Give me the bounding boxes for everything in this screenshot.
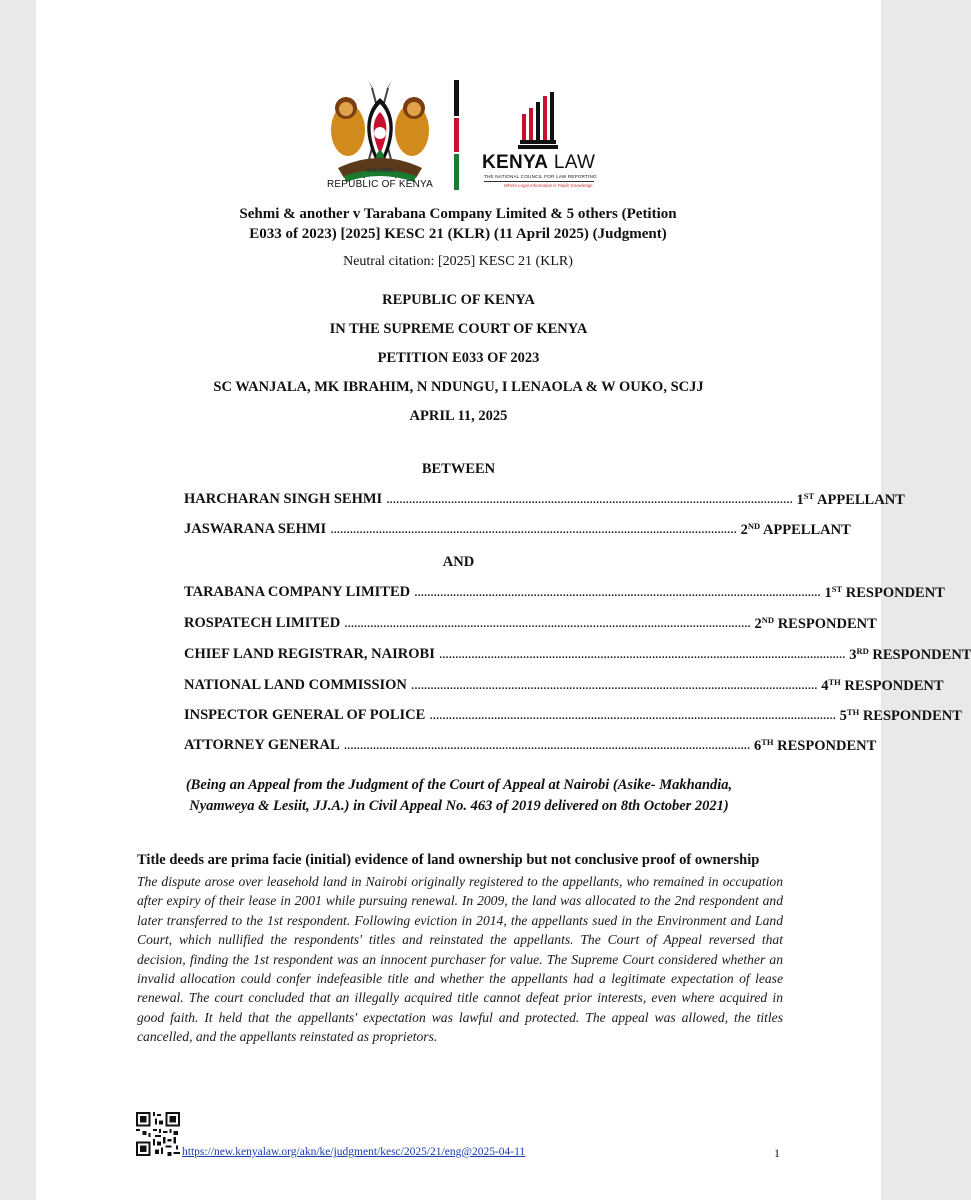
- party-role: 6TH RESPONDENT: [754, 737, 877, 754]
- coat-motto: HARAMBEE: [365, 168, 395, 174]
- court-name: IN THE SUPREME COURT OF KENYA: [329, 321, 588, 337]
- judges-line: SC WANJALA, MK IBRAHIM, N NDUNGU, I LENAOLA & W OUKO, SCJJ: [213, 379, 704, 395]
- document-page: [36, 0, 971, 1200]
- petition-number: PETITION E033 OF 2023: [377, 350, 540, 366]
- party-row: [184, 521, 851, 539]
- party-row: [184, 677, 944, 695]
- leader-dots: ..............................................................................................................................: [414, 584, 821, 600]
- qr-code-icon: [136, 1112, 180, 1156]
- party-role: 2ND APPELLANT: [740, 521, 851, 538]
- summary-heading: Title deeds are prima facie (initial) evidence of land ownership but not conclusive proof of ownership: [137, 852, 760, 868]
- leader-dots: ..............................................................................................................................: [438, 646, 846, 662]
- kenya-law-subtitle: THE NATIONAL COUNCIL FOR LAW REPORTING: [484, 174, 597, 179]
- leader-dots: ..............................................................................................................................: [410, 677, 818, 693]
- party-row: [184, 646, 971, 664]
- case-title-line2: E033 of 2023) [2025] KESC 21 (KLR) (11 April 2025) (Judgment): [249, 226, 667, 242]
- party-name: JASWARANA SEHMI: [184, 521, 327, 537]
- leader-dots: ..............................................................................................................................: [344, 615, 751, 631]
- party-name: ROSPATECH LIMITED: [184, 615, 341, 631]
- party-name: HARCHARAN SINGH SEHMI: [184, 491, 383, 507]
- kenya-law-word2: LAW: [553, 152, 596, 173]
- party-name: INSPECTOR GENERAL OF POLICE: [184, 707, 426, 723]
- appeal-note-line1: (Being an Appeal from the Judgment of the Court of Appeal at Nairobi (Asike- Makhandia,: [185, 777, 733, 793]
- party-role: 2ND RESPONDENT: [754, 615, 877, 632]
- case-title-line1: Sehmi & another v Tarabana Company Limited & 5 others (Petition: [239, 206, 677, 222]
- kenya-law-rule: [484, 181, 594, 182]
- kenya-law-tagline: Where Legal Information is Public Knowledge: [504, 183, 593, 188]
- leader-dots: ..............................................................................................................................: [330, 521, 737, 537]
- kenya-law-wordmark: [482, 152, 595, 174]
- party-name: TARABANA COMPANY LIMITED: [184, 584, 411, 600]
- party-row: [184, 491, 905, 509]
- party-name: CHIEF LAND REGISTRAR, NAIROBI: [184, 646, 435, 662]
- between-label: BETWEEN: [421, 461, 496, 477]
- party-row: [184, 584, 945, 602]
- case-title: [216, 204, 700, 244]
- party-role: 1ST APPELLANT: [796, 491, 905, 508]
- flag-divider: [454, 80, 459, 190]
- party-name: ATTORNEY GENERAL: [184, 737, 340, 753]
- republic-heading: REPUBLIC OF KENYA: [382, 292, 535, 308]
- party-role: 3RD RESPONDENT: [849, 646, 971, 663]
- judgment-date: APRIL 11, 2025: [409, 408, 508, 424]
- party-role: 4TH RESPONDENT: [821, 677, 944, 694]
- and-label: AND: [442, 554, 475, 570]
- kenya-law-logo-icon: [518, 92, 558, 150]
- summary-body: The dispute arose over leasehold land in Nairobi originally registered to the appellants, who remained in occupation after expiry of their lease in 2001 while pursuing renewal. In 2009, the land was allocated to the 2nd respondent and later transferred to the 1st respondent. Following eviction in 2014, the appellants sued in the Environment and Land Court, which nullified the respondents' titles and reinstated the appellants. The Court of Appeal reversed that decision, finding the 1st respondent was an innocent purchaser for value. The Supreme Court considered whether an invalid allocation could confer indefeasible title and whether the appellants had a legitimate expectation of lease renewal. The court concluded that an illegally acquired title cannot defeat prior interests, even where acquired in good faith. It held that the appellants' expectation was lawful and protected. The appeal was allowed, the titles cancelled, and the appellants reinstated as proprietors.: [137, 874, 783, 1045]
- party-role: 5TH RESPONDENT: [839, 707, 962, 724]
- neutral-citation: Neutral citation: [2025] KESC 21 (KLR): [343, 254, 573, 269]
- party-name: NATIONAL LAND COMMISSION: [184, 677, 407, 693]
- party-row: [184, 615, 877, 633]
- kenya-law-word1: KENYA: [482, 152, 549, 173]
- party-row: [184, 737, 877, 755]
- leader-dots: ..............................................................................................................................: [343, 737, 750, 753]
- leader-dots: ..............................................................................................................................: [386, 491, 793, 507]
- appeal-note: [134, 775, 784, 817]
- leader-dots: ..............................................................................................................................: [429, 707, 836, 723]
- republic-of-kenya-caption: REPUBLIC OF KENYA: [326, 179, 434, 190]
- appeal-note-line2: Nyamweya & Lesiit, JJ.A.) in Civil Appeal No. 463 of 2019 delivered on 8th October 2021): [189, 798, 729, 814]
- page-number: 1: [774, 1146, 780, 1160]
- party-role: 1ST RESPONDENT: [824, 584, 945, 601]
- judgment-url-link[interactable]: https://new.kenyalaw.org/akn/ke/judgment/kesc/2025/21/eng@2025-04-11: [182, 1146, 526, 1158]
- party-row: [184, 707, 962, 725]
